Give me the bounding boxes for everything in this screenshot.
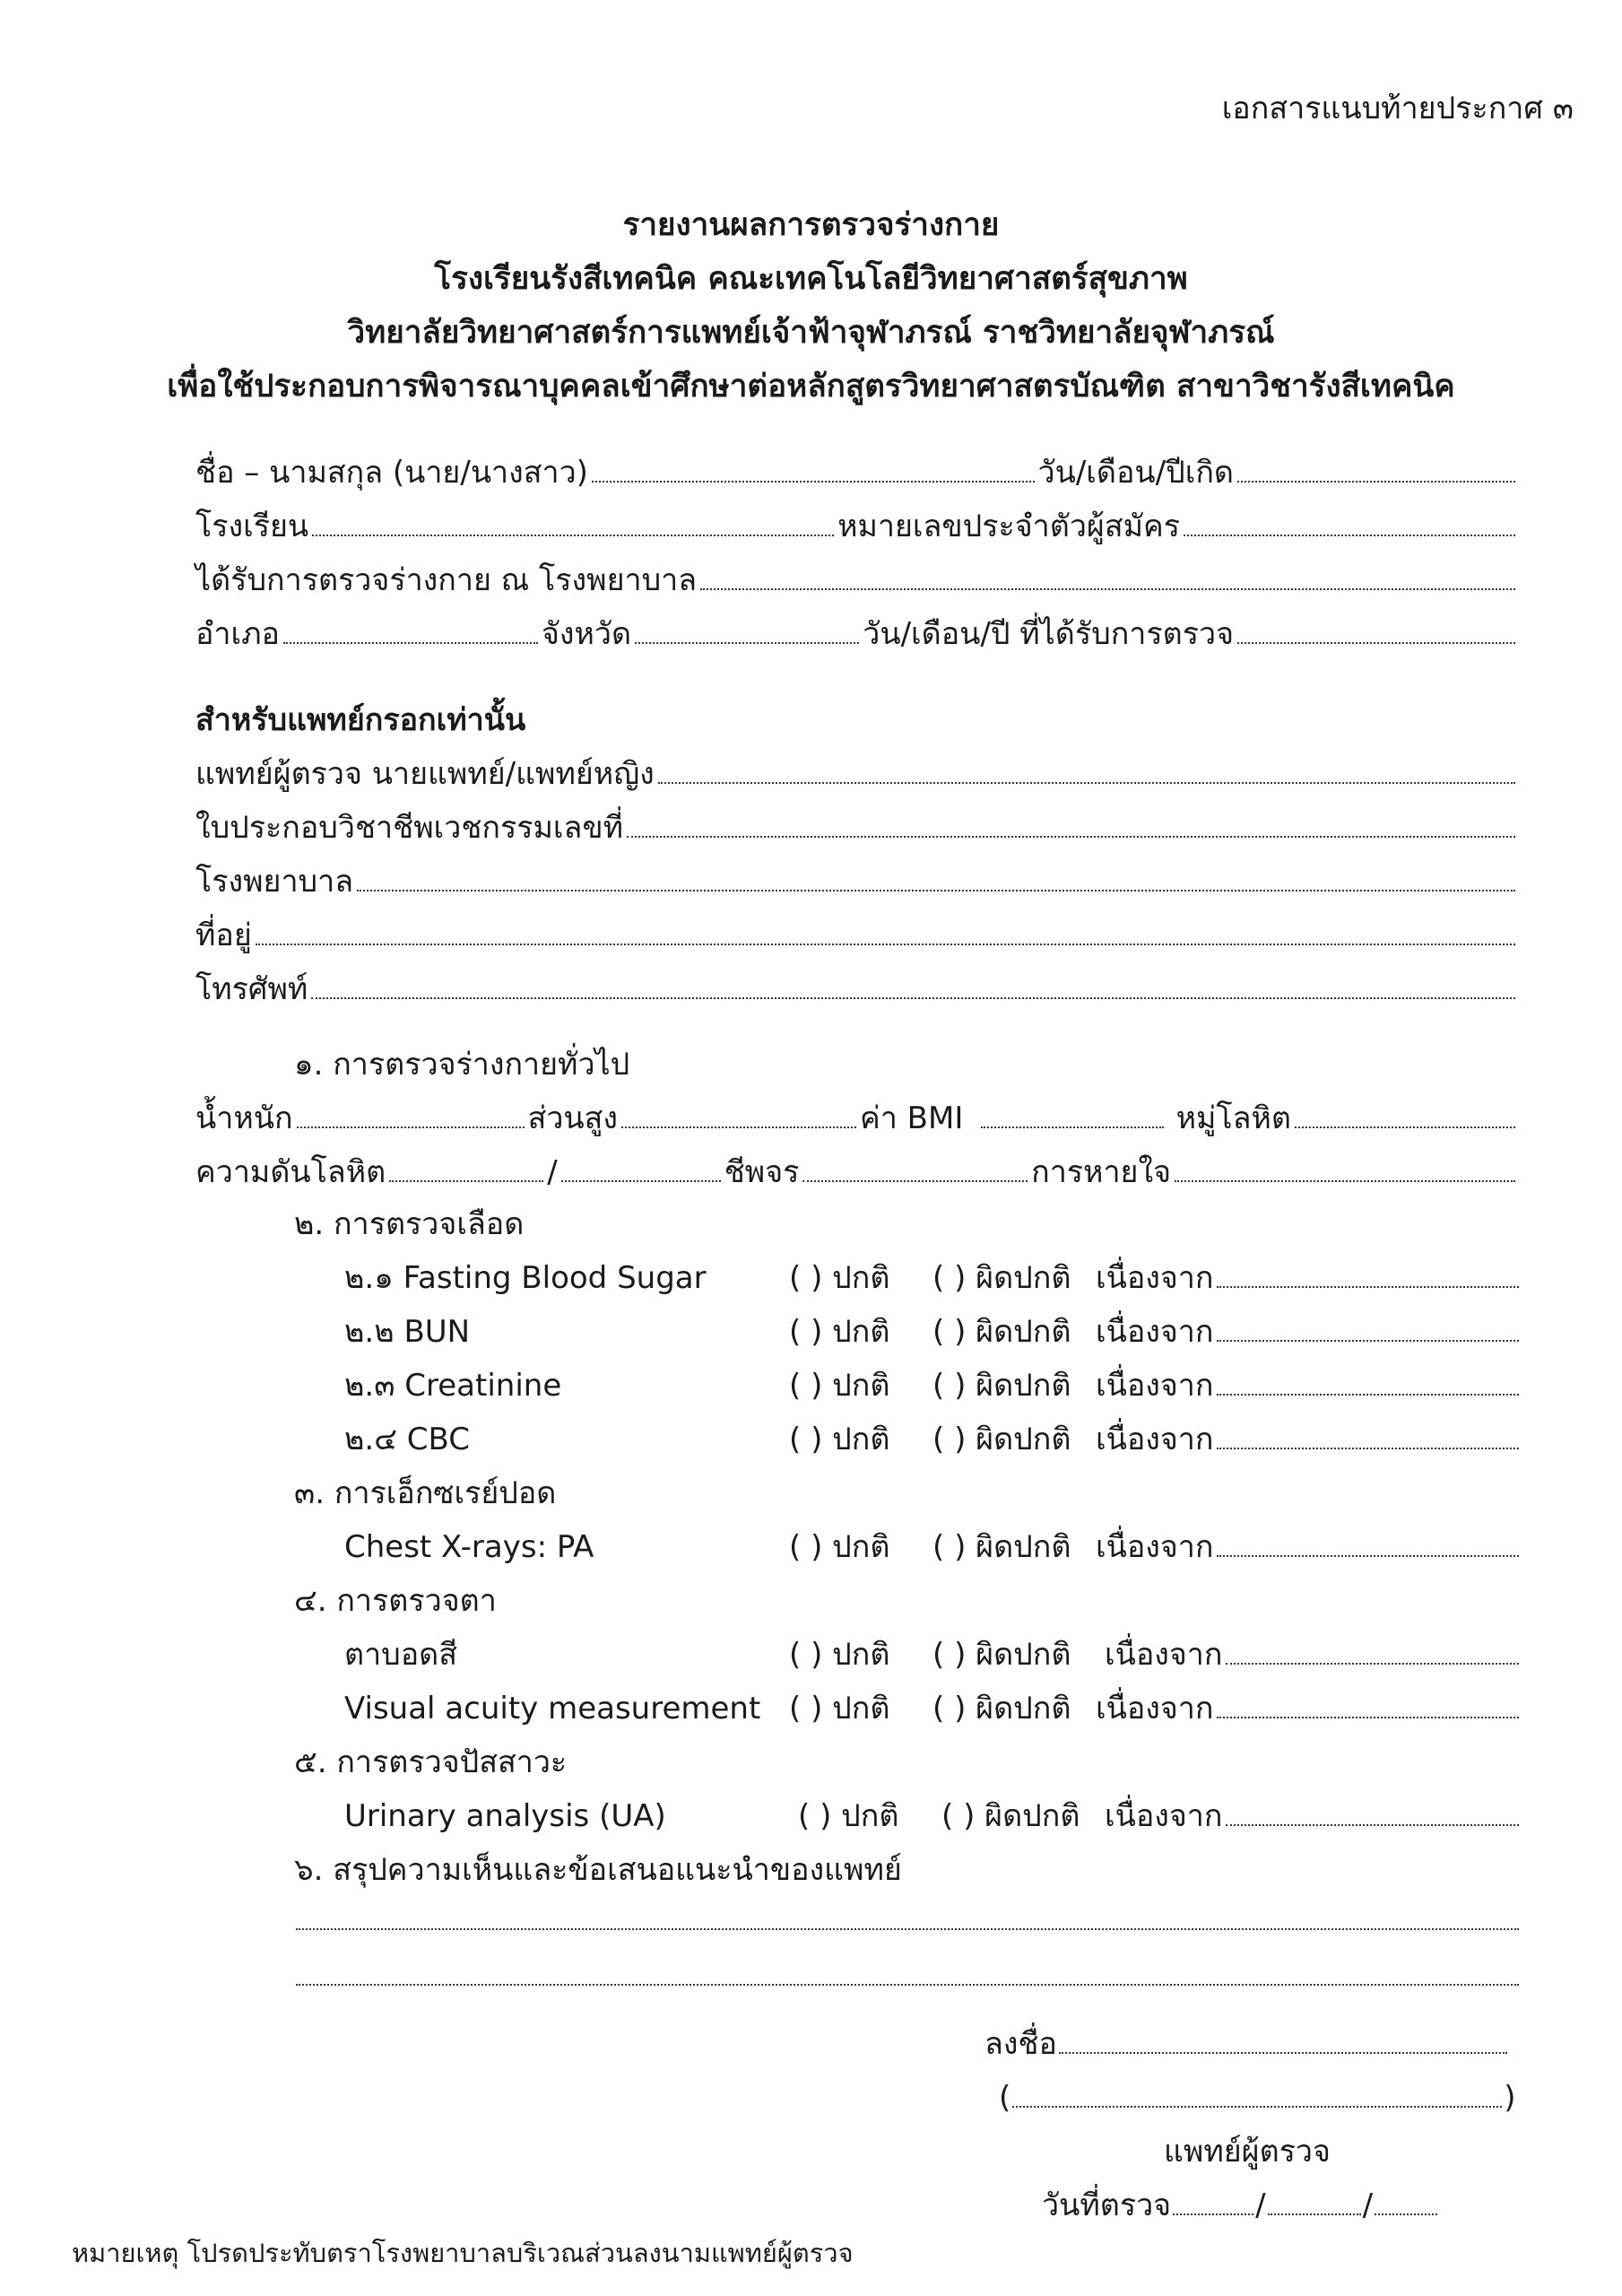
signature-field[interactable] — [1059, 2052, 1507, 2054]
test-label: ๒.๓ Creatinine — [344, 1368, 562, 1404]
height-field[interactable] — [621, 1126, 856, 1128]
name-label: ชื่อ – นามสกุล (นาย/นางสาว) — [195, 455, 588, 491]
test-label: Urinary analysis (UA) — [344, 1798, 666, 1834]
blood-heading: ๒. การตรวจเลือด — [294, 1206, 525, 1242]
normal-checkbox[interactable]: ( ) ปกติ — [789, 1260, 890, 1296]
normal-checkbox[interactable]: ( ) ปกติ — [789, 1314, 890, 1350]
school-label: โรงเรียน — [195, 509, 309, 544]
reason-field[interactable] — [1096, 1424, 1519, 1455]
weight-label: น้ำหนัก — [195, 1100, 293, 1136]
exam-date-field[interactable] — [1237, 642, 1515, 644]
printed-name-field[interactable] — [1012, 2106, 1502, 2108]
abnormal-checkbox[interactable]: ( ) ผิดปกติ — [932, 1314, 1071, 1350]
abnormal-checkbox[interactable]: ( ) ผิดปกติ — [932, 1260, 1071, 1296]
doctor-heading-text: สำหรับแพทย์กรอกเท่านั้น — [195, 702, 526, 738]
doctor-row — [195, 756, 1519, 792]
sign-label: ลงชื่อ — [984, 2026, 1057, 2062]
purpose-title: เพื่อใช้ประกอบการพิจารณาบุคคลเข้าศึกษาต่อหลักสูตรวิทยาศาสตรบัณฑิต สาขาวิชารังสีเทคนิค — [167, 369, 1455, 404]
reason-field[interactable] — [1096, 1368, 1519, 1404]
abnormal-checkbox[interactable]: ( ) ผิดปกติ — [932, 1368, 1071, 1404]
test-row-urinalysis — [344, 1798, 1519, 1837]
reason-field[interactable] — [1105, 1798, 1519, 1834]
weight-field[interactable] — [297, 1126, 525, 1128]
test-row-creatinine — [344, 1370, 1519, 1406]
abnormal-checkbox[interactable]: ( ) ผิดปกติ — [932, 1637, 1071, 1673]
bp-diastolic-field[interactable] — [561, 1180, 721, 1182]
bp-label: ความดันโลหิต — [195, 1154, 386, 1190]
dob-label: วัน/เดือน/ปีเกิด — [1037, 455, 1234, 491]
test-row-bun — [344, 1314, 1519, 1352]
normal-checkbox[interactable]: ( ) ปกติ — [789, 1637, 890, 1673]
applicant-id-label: หมายเลขประจำตัวผู้สมัคร — [837, 509, 1180, 544]
abnormal-checkbox[interactable]: ( ) ผิดปกติ — [932, 1529, 1071, 1565]
hospital-exam-field[interactable] — [700, 588, 1515, 590]
reason-field[interactable] — [1096, 1529, 1519, 1565]
bp-systolic-field[interactable] — [389, 1180, 543, 1182]
annex-label: เอกสารแนบท้ายประกาศ ๓ — [1221, 91, 1574, 126]
school-field[interactable] — [312, 535, 834, 536]
bmi-label: ค่า BMI — [860, 1100, 964, 1136]
exam-date-sign-label: วันที่ตรวจ — [1042, 2187, 1172, 2223]
exam-date-row — [1042, 2187, 1439, 2223]
signature-row — [984, 2026, 1509, 2062]
test-row-color-blindness — [344, 1639, 1519, 1675]
test-row-fbs — [344, 1260, 1519, 1299]
district-label: อำเภอ — [195, 616, 280, 652]
license-field[interactable] — [627, 836, 1515, 838]
signer-role: แพทย์ผู้ตรวจ — [1164, 2134, 1331, 2170]
exam-day-field[interactable] — [1173, 2213, 1253, 2215]
general-exam-heading: ๑. การตรวจร่างกายทั่วไป — [294, 1047, 630, 1083]
school-title: โรงเรียนรังสีเทคนิค คณะเทคโนโลยีวิทยาศาสตร์สุขภาพ — [434, 261, 1188, 297]
paren-open: ( — [999, 2080, 1011, 2116]
address-row — [195, 920, 1519, 951]
abnormal-checkbox[interactable]: ( ) ผิดปกติ — [941, 1798, 1080, 1834]
license-row — [195, 810, 1519, 846]
normal-checkbox[interactable]: ( ) ปกติ — [789, 1691, 890, 1726]
abnormal-checkbox[interactable]: ( ) ผิดปกติ — [932, 1422, 1071, 1457]
hospital-exam-label: ได้รับการตรวจร่างกาย ณ โรงพยาบาล — [195, 562, 698, 598]
phone-row — [195, 971, 1519, 1007]
summary-heading: ๖. สรุปความเห็นและข้อเสนอแนะนำของแพทย์ — [294, 1852, 902, 1888]
school-row — [195, 511, 1519, 542]
paren-close: ) — [1504, 2080, 1516, 2116]
reason-label: เนื่องจาก — [1096, 1529, 1214, 1565]
bp-separator: / — [547, 1154, 558, 1190]
eye-heading: ๔. การตรวจตา — [294, 1583, 497, 1619]
license-label: ใบประกอบวิชาชีพเวชกรรมเลขที่ — [195, 810, 624, 846]
doctor-section-heading — [195, 702, 1519, 738]
reason-field[interactable] — [1096, 1314, 1519, 1350]
name-row — [195, 455, 1519, 491]
document-title: รายงานผลการตรวจร่างกาย — [622, 207, 1000, 243]
province-label: จังหวัด — [541, 616, 632, 652]
reason-field[interactable] — [1096, 1260, 1519, 1296]
blood-group-field[interactable] — [1295, 1126, 1515, 1128]
normal-checkbox[interactable]: ( ) ปกติ — [789, 1368, 890, 1404]
reason-label: เนื่องจาก — [1105, 1798, 1223, 1834]
exam-date-label: วัน/เดือน/ปี ที่ได้รับการตรวจ — [863, 616, 1234, 652]
applicant-id-field[interactable] — [1184, 535, 1515, 536]
exam-year-field[interactable] — [1375, 2213, 1437, 2215]
reason-label: เนื่องจาก — [1096, 1260, 1214, 1296]
phone-field[interactable] — [311, 997, 1515, 999]
summary-line-1[interactable] — [296, 1928, 1519, 1930]
doctor-field[interactable] — [658, 782, 1515, 784]
reason-label: เนื่องจาก — [1096, 1422, 1214, 1457]
date-sep-2: / — [1362, 2187, 1374, 2223]
pulse-field[interactable] — [802, 1180, 1028, 1182]
test-row-cbc — [344, 1424, 1519, 1460]
date-sep-1: / — [1255, 2187, 1266, 2223]
test-label: Chest X-rays: PA — [344, 1529, 594, 1565]
height-label: ส่วนสูง — [527, 1100, 619, 1136]
test-label: Visual acuity measurement — [344, 1691, 761, 1726]
location-row — [195, 616, 1519, 652]
phone-label: โทรศัพท์ — [195, 971, 308, 1007]
blood-group-label: หมู่โลหิต — [1175, 1100, 1291, 1136]
hospital-exam-row — [195, 562, 1519, 598]
college-title: วิทยาลัยวิทยาศาสตร์การแพทย์เจ้าฟ้าจุฬาภรณ์ ราชวิทยาลัยจุฬาภรณ์ — [347, 315, 1275, 351]
printed-name-row — [999, 2080, 1516, 2116]
address-label: ที่อยู่ — [195, 918, 252, 953]
test-label: ๒.๑ Fasting Blood Sugar — [344, 1260, 707, 1296]
reason-field[interactable] — [1096, 1693, 1519, 1724]
dob-field[interactable] — [1237, 481, 1515, 483]
hospital-label: โรงพยาบาล — [195, 864, 354, 900]
exam-month-field[interactable] — [1268, 2213, 1361, 2215]
district-field[interactable] — [283, 642, 538, 644]
vitals-row-2 — [195, 1154, 1519, 1190]
normal-checkbox[interactable]: ( ) ปกติ — [789, 1529, 890, 1565]
name-field[interactable] — [592, 481, 1035, 483]
urine-heading: ๕. การตรวจปัสสาวะ — [294, 1744, 568, 1780]
reason-field[interactable] — [1105, 1637, 1519, 1673]
test-label: ๒.๒ BUN — [344, 1314, 471, 1350]
resp-label: การหายใจ — [1031, 1154, 1171, 1190]
hospital-row — [195, 864, 1519, 900]
vitals-row-1 — [195, 1100, 1519, 1136]
pulse-label: ชีพจร — [724, 1154, 800, 1190]
reason-label: เนื่องจาก — [1096, 1314, 1214, 1350]
test-row-visual-acuity — [344, 1693, 1519, 1729]
normal-checkbox[interactable]: ( ) ปกติ — [798, 1798, 899, 1834]
footer-note: หมายเหตุ โปรดประทับตราโรงพยาบาลบริเวณส่วนลงนามแพทย์ผู้ตรวจ — [72, 2238, 854, 2268]
abnormal-checkbox[interactable]: ( ) ผิดปกติ — [932, 1691, 1071, 1726]
test-row-chest-xray — [344, 1529, 1519, 1568]
address-field[interactable] — [256, 944, 1515, 945]
test-label: ๒.๔ CBC — [344, 1422, 470, 1457]
test-label: ตาบอดสี — [344, 1637, 458, 1673]
normal-checkbox[interactable]: ( ) ปกติ — [789, 1422, 890, 1457]
reason-label: เนื่องจาก — [1096, 1691, 1214, 1726]
reason-label: เนื่องจาก — [1096, 1368, 1214, 1404]
doctor-label: แพทย์ผู้ตรวจ นายแพทย์/แพทย์หญิง — [195, 756, 655, 792]
xray-heading: ๓. การเอ็กซเรย์ปอด — [294, 1475, 557, 1511]
hospital-field[interactable] — [357, 890, 1515, 891]
reason-label: เนื่องจาก — [1105, 1637, 1223, 1673]
resp-field[interactable] — [1175, 1180, 1515, 1182]
summary-line-2[interactable] — [296, 1984, 1519, 1986]
province-field[interactable] — [635, 642, 859, 644]
bmi-field[interactable] — [981, 1126, 1163, 1128]
